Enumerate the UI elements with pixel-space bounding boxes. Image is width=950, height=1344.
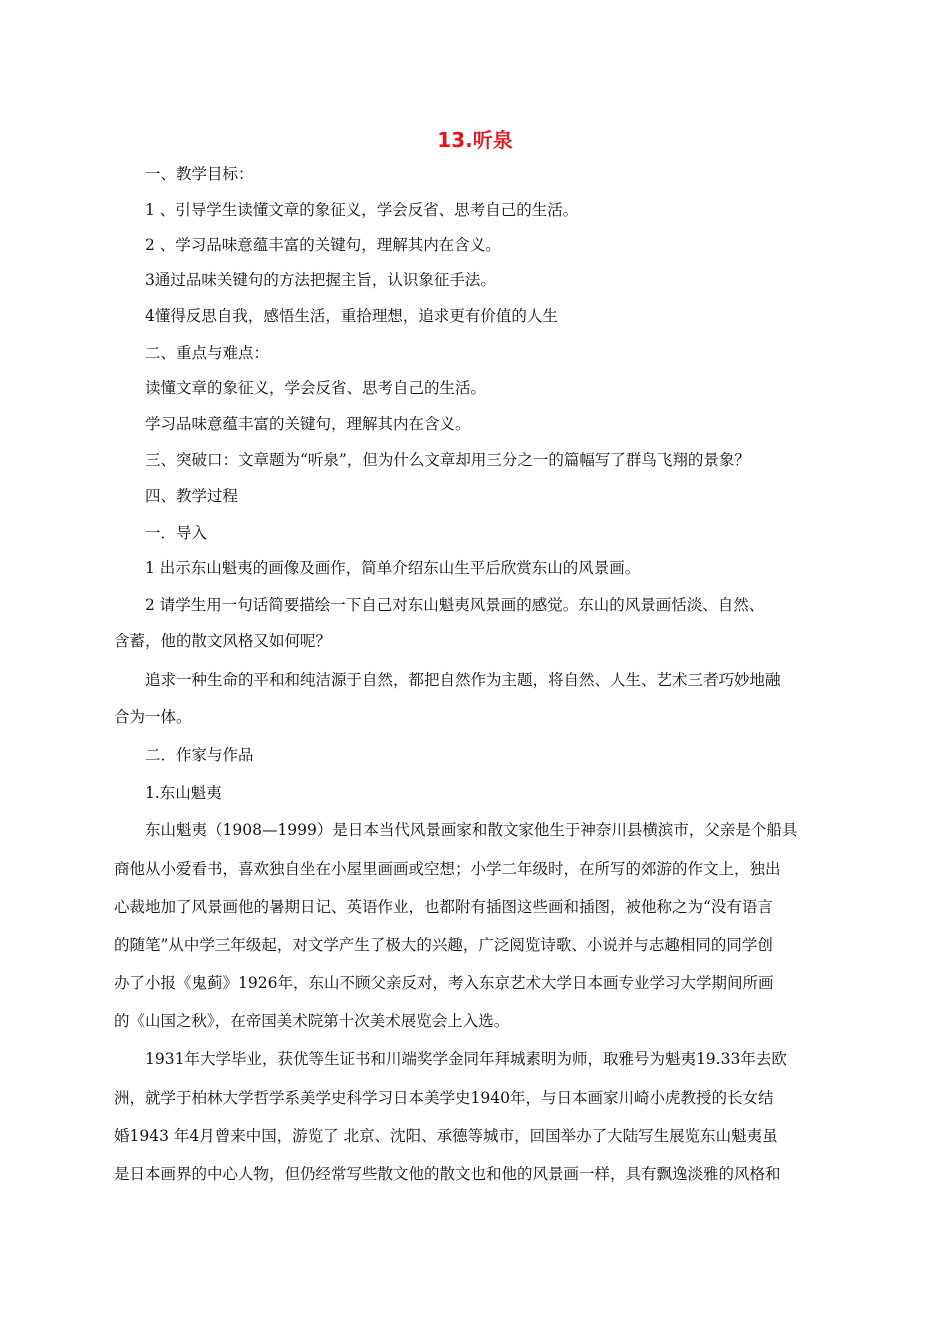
key-point-1: 读懂文章的象征义，学会反省、思考自己的生活。: [145, 379, 487, 397]
paragraph-nature: 追求一种生命的平和和纯洁源于自然，都把自然作为主题，将自然、人生、艺术三者巧妙地融: [145, 671, 781, 689]
bio-line-9: 婚1943 年4月曾来中国，游览了 北京、沈阳、承德等城市，回国举办了大陆写生展览东山魁夷虽: [114, 1127, 778, 1145]
objective-1: 1 、引导学生读懂文章的象征义，学会反省、思考自己的生活。: [145, 201, 579, 219]
bio-line-1: 东山魁夷（1908—1999）是日本当代风景画家和散文家他生于神奈川县横滨市，父亲是个船具: [145, 821, 798, 839]
paragraph-nature-cont: 合为一体。: [114, 708, 192, 726]
subsection-author: 1.东山魁夷: [145, 784, 222, 802]
heading-breakthrough: 三、突破口：文章题为“听泉”，但为什么文章却用三分之一的篇幅写了群鸟飞翔的景象？: [145, 451, 750, 469]
objective-2: 2 、学习品味意蕴丰富的关键句，理解其内在含义。: [145, 236, 501, 254]
bio-line-5: 办了小报《鬼蓟》1926年，东山不顾父亲反对，考入东京艺术大学日本画专业学习大学期间所画: [114, 974, 774, 992]
heading-key-points: 二、重点与难点：: [145, 344, 270, 362]
bio-line-4: 的随笔”从中学三年级起，对文学产生了极大的兴趣，广泛阅览诗歌、小说并与志趣相同的同学创: [114, 936, 773, 954]
bio-line-8: 洲，就学于柏林大学哲学系美学史科学习日本美学史1940年，与日本画家川崎小虎教授的长女结: [114, 1089, 774, 1107]
bio-line-10: 是日本画界的中心人物，但仍经常写些散文他的散文也和他的风景画一样，具有飘逸淡雅的风格和: [114, 1165, 781, 1183]
section-author-works: 二．作家与作品: [145, 746, 254, 764]
intro-step-2: 2 请学生用一句话简要描绘一下自己对东山魁夷风景画的感觉。东山的风景画恬淡、自然、: [145, 596, 765, 614]
intro-step-2-cont: 含蓄，他的散文风格又如何呢？: [114, 632, 332, 650]
document-title: 13.听泉: [437, 128, 513, 152]
bio-line-7: 1931年大学毕业，获优等生证书和川端奖学金同年拜城素明为师，取雅号为魁夷19.33年去欧: [145, 1050, 787, 1068]
objective-3: 3通过品味关键句的方法把握主旨，认识象征手法。: [145, 271, 496, 289]
heading-objectives: 一、教学目标：: [145, 165, 254, 183]
heading-teaching-process: 四、教学过程: [145, 487, 239, 505]
section-introduction: 一．导入: [145, 524, 208, 542]
bio-line-2: 商他从小爱看书，喜欢独自坐在小屋里画画或空想；小学二年级时，在所写的郊游的作文上，独出: [114, 860, 781, 878]
bio-line-3: 心裁地加了风景画他的暑期日记、英语作业，也都附有插图这些画和插图，被他称之为“没有语言: [114, 898, 773, 916]
bio-line-6: 的《山国之秋》，在帝国美术院第十次美术展览会上入选。: [114, 1012, 510, 1030]
intro-step-1: 1 出示东山魁夷的画像及画作，简单介绍东山生平后欣赏东山的风景画。: [145, 559, 641, 577]
objective-4: 4懂得反思自我，感悟生活，重拾理想，追求更有价值的人生: [145, 307, 558, 325]
key-point-2: 学习品味意蕴丰富的关键句，理解其内在含义。: [145, 415, 471, 433]
